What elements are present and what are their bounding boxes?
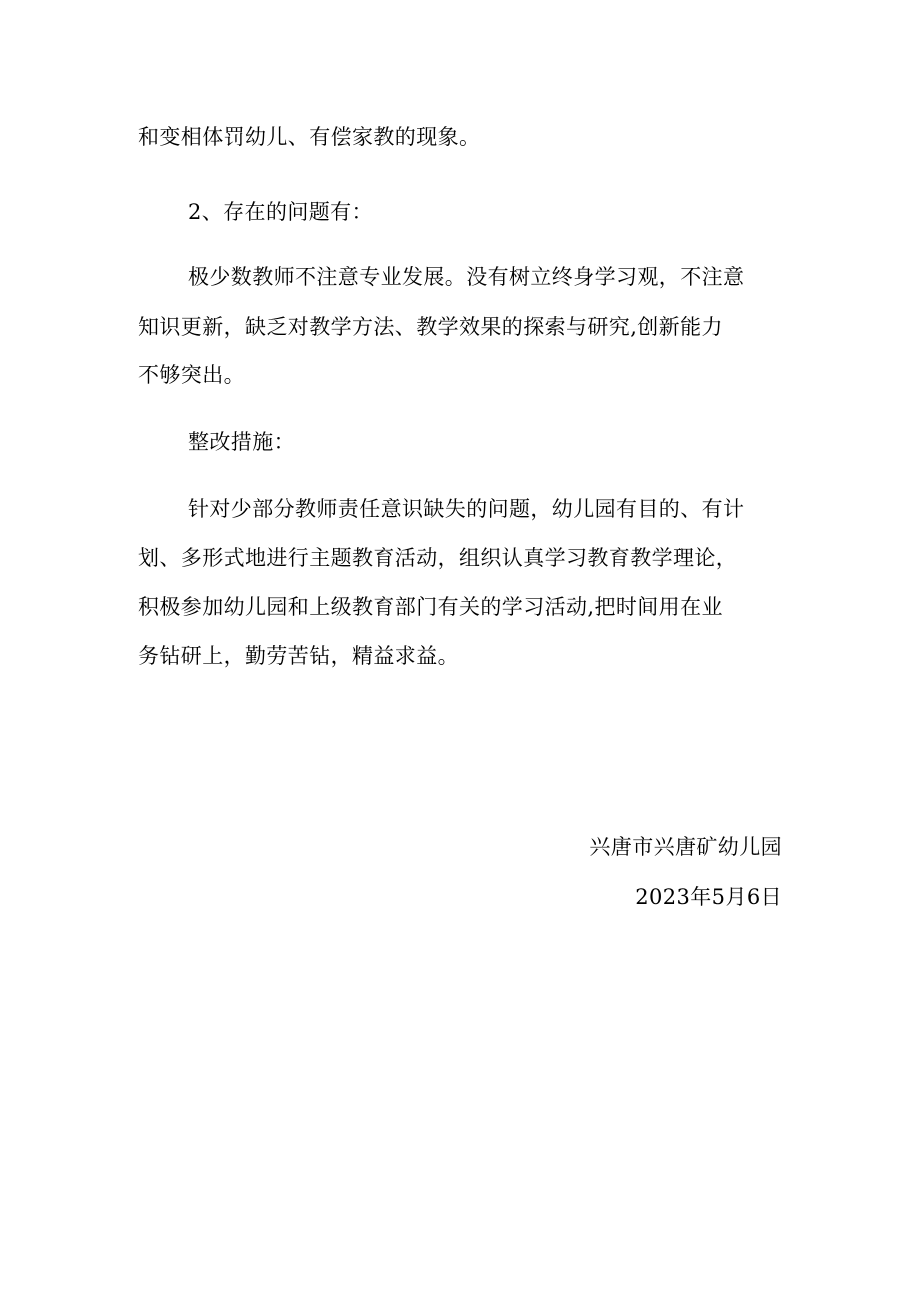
intro-line-1: 和变相体罚幼儿、有偿家教的现象。: [138, 125, 481, 149]
measures-line-3: 积极参加幼儿园和上级教育部门有关的学习活动,把时间用在业: [138, 595, 723, 619]
problems-heading: 2、存在的问题有：: [188, 200, 373, 224]
measures-line-2: 划、多形式地进行主题教育活动，组织认真学习教育教学理论，: [138, 546, 738, 570]
problems-line-2: 知识更新，缺乏对教学方法、教学效果的探索与研究,创新能力: [138, 315, 723, 339]
measures-line-4: 务钻研上，勤劳苦钻，精益求益。: [138, 644, 459, 668]
problems-line-3: 不够突出。: [138, 363, 245, 387]
measures-line-1: 针对少部分教师责任意识缺失的问题，幼儿园有目的、有计: [188, 497, 745, 521]
signature-organization: 兴唐市兴唐矿幼儿园: [589, 835, 782, 859]
measures-heading: 整改措施：: [188, 430, 295, 454]
problems-line-1: 极少数教师不注意专业发展。没有树立终身学习观，不注意: [188, 265, 745, 289]
signature-date: 2023年5月6日: [635, 885, 782, 909]
